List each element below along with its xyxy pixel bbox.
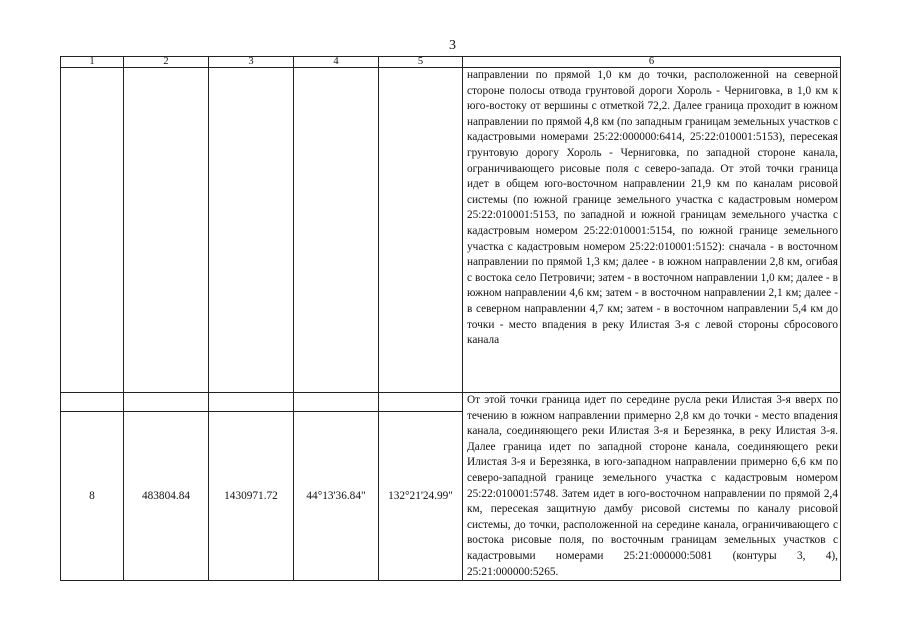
empty-cell	[124, 393, 209, 412]
table-row	[61, 393, 841, 412]
empty-cell	[124, 68, 209, 393]
empty-cell	[61, 68, 124, 393]
point-number: 8	[61, 412, 124, 581]
column-header: 6	[463, 57, 841, 68]
empty-cell	[61, 393, 124, 412]
empty-cell	[379, 68, 463, 393]
row-8-description: От этой точки граница идет по середине русла реки Илистая 3-я вверх по течению в южном направлении примерно 2,8 км до точки - место впадения канала, соединяющего реки Илистая 3-я и Березянка, в реку Илистая 3-я. Далее граница идет по западной стороне канала, соединяющего реки Илистая 3-я и Березянка, в юго-западном направлении примерно 6,6 км по северо-западной границе земельного участка с кадастровым номером 25:22:010001:5748. Затем идет в юго-восточном направлении по прямой 2,4 км, пересекая защитную дамбу рисовой системы по каналу рисовой системы, до точки, расположенной на середине канала, ограничивающего с востока рисовые поля, по восточным границам земельных участков с кадастровыми номерами 25:21:000000:5081 (контуры 3, 4), 25:21:000000:5265.	[467, 394, 838, 578]
column-header: 1	[61, 57, 124, 68]
page-number: 3	[449, 38, 456, 53]
table-row	[61, 68, 841, 393]
description-cell	[463, 393, 841, 581]
column-header: 5	[379, 57, 463, 68]
column-header: 4	[294, 57, 379, 68]
description-cell	[463, 68, 841, 393]
continuation-text: направлении по прямой 1,0 км до точки, расположенной на северной стороне полосы отвода грунтовой дороги Хороль - Черниговка, в 1,0 км к юго-востоку от вершины с отметкой 72,2. Далее граница проходит в южном направлении по прямой 4,8 км (по западным границам земельных участков с кадастровыми номерами 25:22:000000:6414, 25:22:010001:5153), пересекая грунтовую дорогу Хороль - Черниговка, по западной стороне канала, ограничивающего рисовые поля с северо-запада. От этой точки граница идет в общем юго-восточном направлении 21,9 км по каналам рисовой системы (по южной границе земельного участка с кадастровым номером 25:22:010001:5153, по западной и южной границам земельного участка с кадастровым номером 25:22:010001:5154, по южной границе земельного участка с кадастровым номером 25:22:010001:5152): сначала - в восточном направлении по прямой 1,3 км; далее - в южном направлении 2,8 км, огибая с востока село Петровичи; затем - в восточном направлении 1,0 км; далее - в южном направлении 4,6 км; затем - в восточном направлении 2,1 км; далее - в северном направлении 4,7 км; затем - в восточном направлении 5,4 км до точки - место впадения в реку Илистая 3-я с левой стороны сбросового канала	[467, 69, 838, 347]
empty-cell	[379, 393, 463, 412]
empty-cell	[294, 393, 379, 412]
empty-cell	[209, 68, 294, 393]
empty-cell	[209, 393, 294, 412]
coordinates-table	[60, 56, 841, 581]
longitude: 132°21'24.99"	[379, 412, 463, 581]
x-coordinate: 483804.84	[124, 412, 209, 581]
latitude: 44°13'36.84"	[294, 412, 379, 581]
y-coordinate: 1430971.72	[209, 412, 294, 581]
empty-cell	[294, 68, 379, 393]
column-header: 3	[209, 57, 294, 68]
table-header-row	[61, 57, 841, 68]
column-header: 2	[124, 57, 209, 68]
